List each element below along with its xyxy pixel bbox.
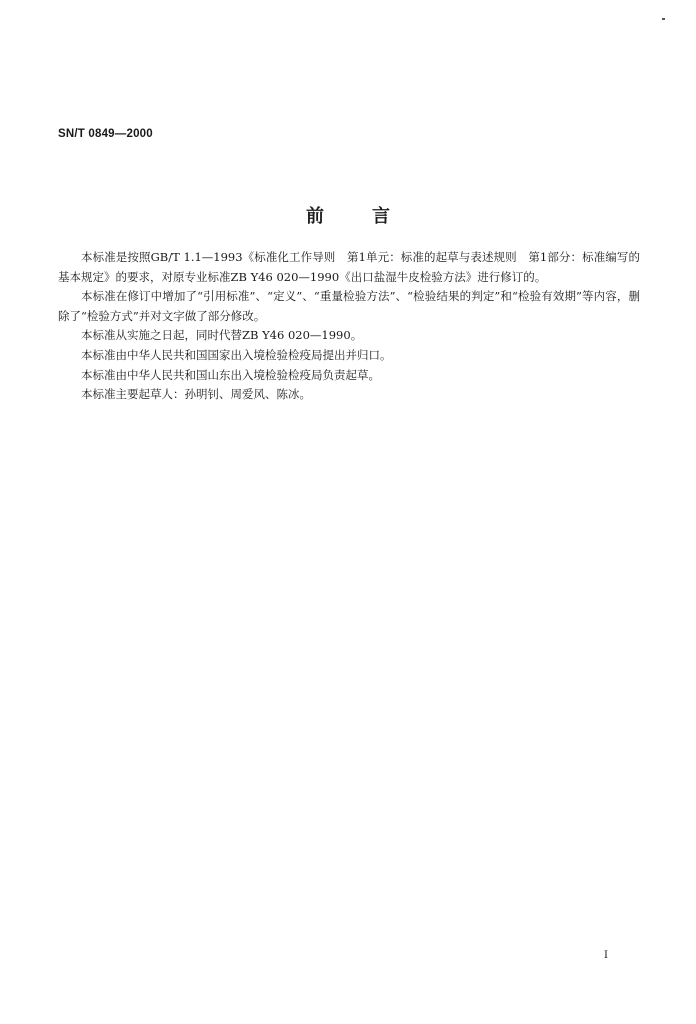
paragraph-5: 本标准由中华人民共和国山东出入境检验检疫局负责起草。: [81, 367, 380, 382]
preface-body: [58, 248, 640, 405]
paragraph-3: 本标准从实施之日起，同时代替ZB Y46 020—1990。: [81, 328, 363, 343]
page-number: I: [604, 950, 608, 961]
paragraph-4: 本标准由中华人民共和国国家出入境检验检疫局提出并归口。: [81, 347, 392, 362]
paragraph-2: 本标准在修订中增加了“引用标准”、“定义”、“重量检验方法”、“检验结果的判定”和“检验有效期”等内容，删除了“检验方式”并对文字做了部分修改。: [58, 289, 640, 323]
paragraph-1: 本标准是按照GB/T 1.1—1993《标准化工作导则 第1单元：标准的起草与表述规则 第1部分：标准编写的基本规定》的要求，对原专业标准ZB Y46 020—1990《出口盐湿牛皮检验方法》进行修订的。: [58, 250, 640, 284]
standard-number: SN/T 0849—2000: [58, 128, 153, 140]
paragraph-6: 本标准主要起草人：孙明钊、周爱风、陈冰。: [81, 387, 311, 402]
title-char-2: 言: [372, 206, 390, 227]
scan-mark: [662, 18, 665, 20]
title-char-1: 前: [306, 206, 324, 227]
section-title: [0, 202, 696, 228]
